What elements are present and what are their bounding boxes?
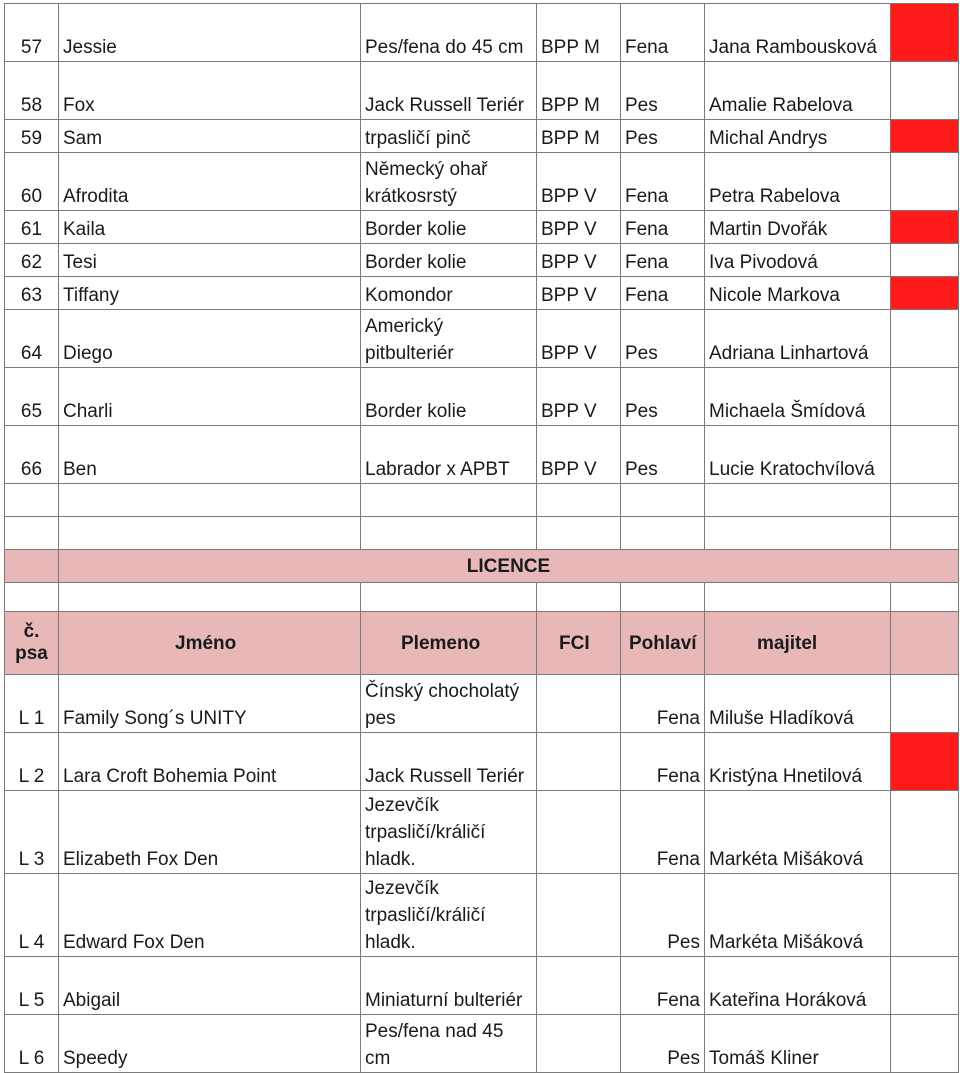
status-mark [891, 244, 959, 277]
row-number: 62 [5, 244, 59, 277]
table-row [5, 368, 959, 426]
table-row [5, 1015, 959, 1073]
dog-breed: Pes/fena do 45 cm [361, 4, 537, 62]
dog-sex: Fena [621, 957, 705, 1015]
status-mark [891, 733, 959, 791]
dog-owner: Amalie Rabelova [705, 62, 891, 120]
dog-owner: Kateřina Horáková [705, 957, 891, 1015]
fci-group: BPP V [537, 277, 621, 310]
dog-owner: Tomáš Kliner [705, 1015, 891, 1073]
row-number: 57 [5, 4, 59, 62]
dog-sex: Pes [621, 62, 705, 120]
dog-owner: Jana Rambousková [705, 4, 891, 62]
table-row [5, 957, 959, 1015]
fci-group: BPP V [537, 211, 621, 244]
dog-breed: Komondor [361, 277, 537, 310]
dog-breed: Miniaturní bulteriér [361, 957, 537, 1015]
dog-name: Afrodita [59, 153, 361, 211]
fci-group: BPP M [537, 4, 621, 62]
dog-breed: Pes/fena nad 45 cm [361, 1015, 537, 1073]
dog-name: Tiffany [59, 277, 361, 310]
table-row [5, 426, 959, 484]
status-mark [891, 957, 959, 1015]
licence-header-body [5, 612, 959, 675]
dog-name: Tesi [59, 244, 361, 277]
dog-owner: Kristýna Hnetilová [705, 733, 891, 791]
dog-name: Ben [59, 426, 361, 484]
row-number: L 4 [5, 874, 59, 957]
dog-breed: Americký pitbulteriér [361, 310, 537, 368]
dog-sex: Fena [621, 153, 705, 211]
status-mark [891, 426, 959, 484]
dog-owner: Martin Dvořák [705, 211, 891, 244]
dog-name: Jessie [59, 4, 361, 62]
dog-owner: Nicole Markova [705, 277, 891, 310]
dog-breed: Border kolie [361, 368, 537, 426]
dog-breed: Jezevčík trpasličí/králičí hladk. [361, 791, 537, 874]
empty-row [5, 484, 959, 517]
dog-owner: Adriana Linhartová [705, 310, 891, 368]
dog-owner: Petra Rabelova [705, 153, 891, 211]
dog-sex: Pes [621, 120, 705, 153]
row-number: L 2 [5, 733, 59, 791]
table-row [5, 277, 959, 310]
row-number: L 6 [5, 1015, 59, 1073]
licence-title: LICENCE [59, 550, 959, 583]
col-header-mark [891, 612, 959, 675]
fci-group [537, 791, 621, 874]
dog-name: Lara Croft Bohemia Point [59, 733, 361, 791]
status-mark [891, 153, 959, 211]
status-mark [891, 675, 959, 733]
fci-group: BPP M [537, 62, 621, 120]
table-row [5, 211, 959, 244]
col-header-owner: majitel [705, 612, 891, 675]
dog-breed: Border kolie [361, 244, 537, 277]
dog-name: Charli [59, 368, 361, 426]
dog-sex: Fena [621, 277, 705, 310]
spacer-body [5, 484, 959, 612]
col-header-no: č. psa [5, 612, 59, 675]
dog-owner: Lucie Kratochvílová [705, 426, 891, 484]
dog-sex: Pes [621, 310, 705, 368]
status-mark [891, 120, 959, 153]
dog-sex: Pes [621, 426, 705, 484]
dog-owner: Michaela Šmídová [705, 368, 891, 426]
fci-group [537, 675, 621, 733]
dog-sex: Fena [621, 211, 705, 244]
dog-name: Abigail [59, 957, 361, 1015]
col-header-fci: FCI [537, 612, 621, 675]
empty-row [5, 583, 959, 612]
row-number: 63 [5, 277, 59, 310]
fci-group: BPP V [537, 310, 621, 368]
fci-group [537, 874, 621, 957]
col-header-breed: Plemeno [361, 612, 537, 675]
col-header-sex: Pohlaví [621, 612, 705, 675]
status-mark [891, 874, 959, 957]
row-number: L 3 [5, 791, 59, 874]
dog-name: Diego [59, 310, 361, 368]
dog-sex: Fena [621, 791, 705, 874]
fci-group [537, 1015, 621, 1073]
licence-header-row [5, 612, 959, 675]
row-number: 65 [5, 368, 59, 426]
fci-group [537, 957, 621, 1015]
row-number: 58 [5, 62, 59, 120]
dog-sex: Fena [621, 675, 705, 733]
dog-owner: Markéta Mišáková [705, 874, 891, 957]
fci-group: BPP M [537, 120, 621, 153]
row-number: L 5 [5, 957, 59, 1015]
fci-group [537, 733, 621, 791]
dog-sex: Fena [621, 4, 705, 62]
status-mark [891, 4, 959, 62]
upper-table-body [5, 4, 959, 484]
dog-owner: Michal Andrys [705, 120, 891, 153]
dog-sex: Pes [621, 1015, 705, 1073]
dog-registry-table [4, 3, 959, 1073]
dog-name: Fox [59, 62, 361, 120]
dog-breed: Jezevčík trpasličí/králičí hladk. [361, 874, 537, 957]
row-number: 66 [5, 426, 59, 484]
fci-group: BPP V [537, 426, 621, 484]
row-number: 61 [5, 211, 59, 244]
status-mark [891, 277, 959, 310]
dog-sex: Fena [621, 733, 705, 791]
dog-breed: Německý ohař krátkosrstý [361, 153, 537, 211]
table-row [5, 244, 959, 277]
dog-name: Speedy [59, 1015, 361, 1073]
dog-breed: Jack Russell Teriér [361, 62, 537, 120]
dog-sex: Pes [621, 874, 705, 957]
table-row [5, 310, 959, 368]
table-row [5, 120, 959, 153]
table-row [5, 153, 959, 211]
dog-name: Sam [59, 120, 361, 153]
row-number: 59 [5, 120, 59, 153]
dog-sex: Pes [621, 368, 705, 426]
table-row [5, 62, 959, 120]
fci-group: BPP V [537, 244, 621, 277]
table-row [5, 4, 959, 62]
status-mark [891, 1015, 959, 1073]
status-mark [891, 211, 959, 244]
dog-name: Elizabeth Fox Den [59, 791, 361, 874]
dog-breed: Jack Russell Teriér [361, 733, 537, 791]
fci-group: BPP V [537, 368, 621, 426]
dog-owner: Markéta Mišáková [705, 791, 891, 874]
row-number: 64 [5, 310, 59, 368]
licence-table-body [5, 675, 959, 1073]
licence-title-row [5, 550, 959, 583]
dog-owner: Iva Pivodová [705, 244, 891, 277]
dog-breed: Border kolie [361, 211, 537, 244]
status-mark [891, 791, 959, 874]
dog-breed: Labrador x APBT [361, 426, 537, 484]
status-mark [891, 368, 959, 426]
table-row [5, 791, 959, 874]
status-mark [891, 62, 959, 120]
dog-owner: Miluše Hladíková [705, 675, 891, 733]
empty-row [5, 517, 959, 550]
dog-name: Kaila [59, 211, 361, 244]
table-row [5, 874, 959, 957]
row-number: L 1 [5, 675, 59, 733]
col-header-name: Jméno [59, 612, 361, 675]
table-row [5, 675, 959, 733]
dog-breed: Čínský chocholatý pes [361, 675, 537, 733]
table-row [5, 733, 959, 791]
dog-breed: trpasličí pinč [361, 120, 537, 153]
row-number: 60 [5, 153, 59, 211]
fci-group: BPP V [537, 153, 621, 211]
dog-sex: Fena [621, 244, 705, 277]
dog-name: Edward Fox Den [59, 874, 361, 957]
dog-name: Family Song´s UNITY [59, 675, 361, 733]
status-mark [891, 310, 959, 368]
